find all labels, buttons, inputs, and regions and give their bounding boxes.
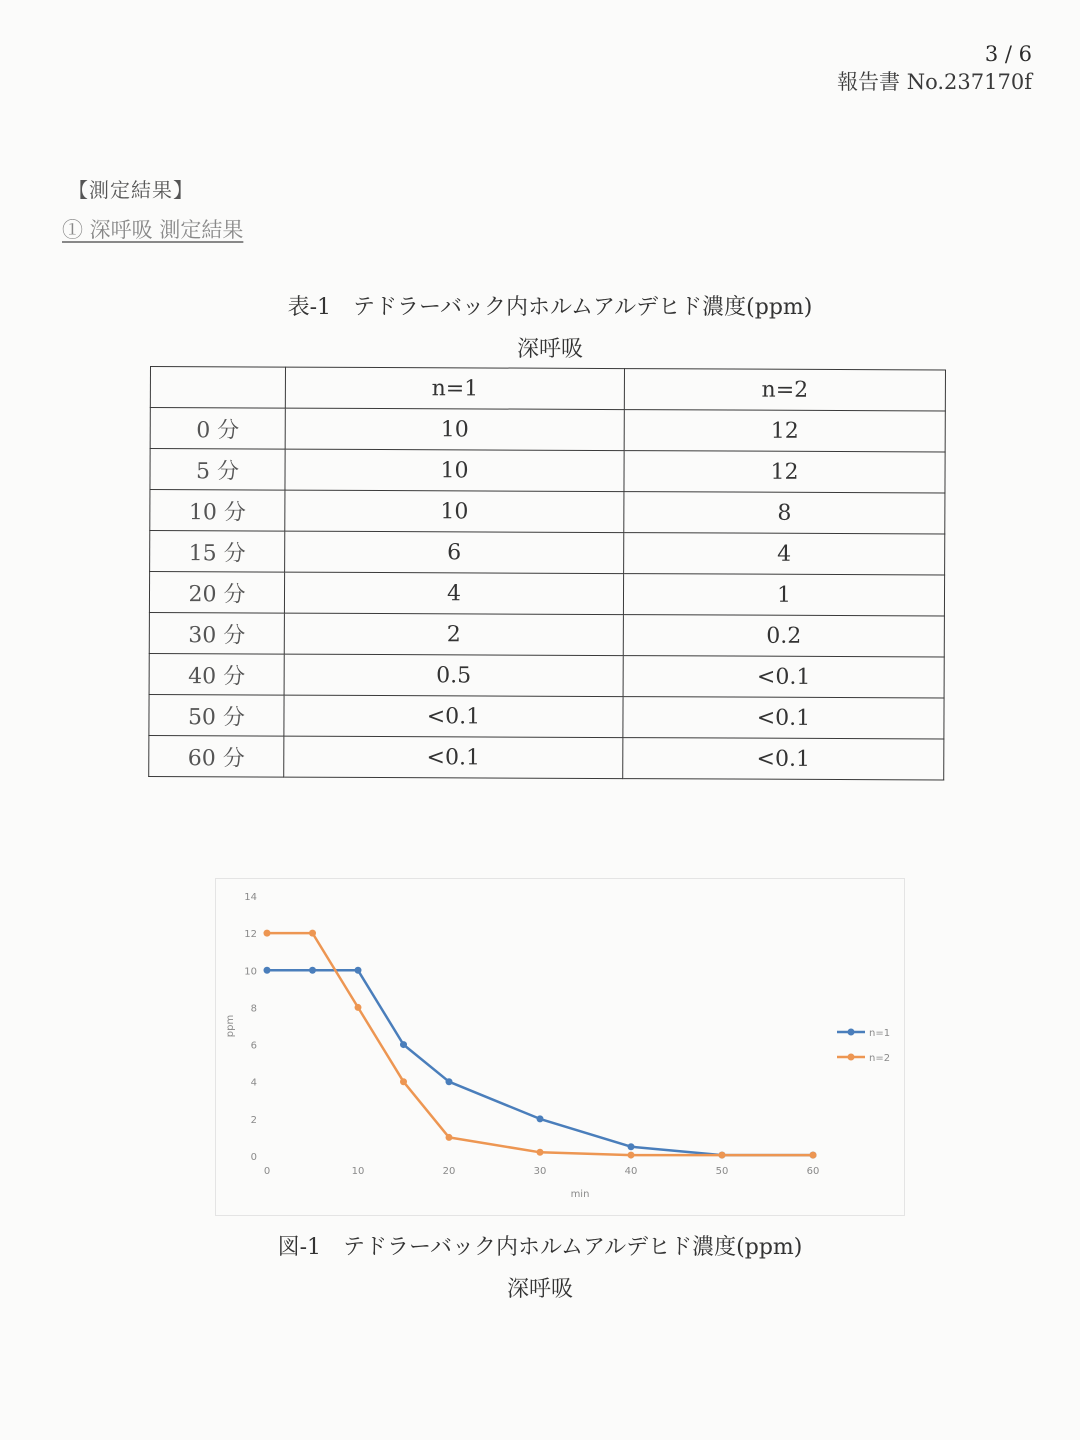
n2-value-cell: 12 bbox=[624, 410, 945, 452]
n2-value-cell: 8 bbox=[624, 492, 945, 534]
row-time-cell: 50 分 bbox=[149, 694, 284, 736]
y-axis-label: ppm bbox=[225, 1014, 236, 1038]
column-header: n=2 bbox=[624, 369, 945, 411]
data-point bbox=[537, 1149, 544, 1156]
n2-value-cell: <0.1 bbox=[623, 656, 944, 698]
row-time-cell: 5 分 bbox=[150, 449, 285, 491]
n2-value-cell: <0.1 bbox=[623, 738, 944, 780]
report-number: 報告書 No.237170f bbox=[837, 70, 1032, 94]
row-time-cell: 30 分 bbox=[149, 612, 284, 654]
data-point bbox=[355, 967, 362, 974]
table-header-row bbox=[150, 367, 945, 411]
legend-label: n=1 bbox=[869, 1028, 891, 1039]
n1-value-cell: 10 bbox=[285, 408, 624, 450]
x-axis-label: min bbox=[570, 1189, 590, 1200]
n2-value-cell: 1 bbox=[623, 574, 944, 616]
n1-value-cell: <0.1 bbox=[284, 736, 623, 778]
y-tick-label: 6 bbox=[250, 1040, 257, 1052]
data-point bbox=[537, 1115, 544, 1122]
figure-subcaption: 深呼吸 bbox=[506, 1277, 573, 1302]
table-subcaption: 深呼吸 bbox=[516, 337, 583, 362]
data-point bbox=[264, 967, 271, 974]
data-point bbox=[719, 1152, 726, 1159]
table-row bbox=[150, 531, 945, 575]
figure-caption: 図-1 テドラーバック内ホルムアルデヒド濃度(ppm) bbox=[277, 1235, 803, 1260]
y-tick-label: 0 bbox=[250, 1152, 257, 1163]
row-time-cell: 10 分 bbox=[150, 490, 285, 532]
data-point bbox=[628, 1143, 635, 1150]
n2-value-cell: 0.2 bbox=[623, 615, 944, 657]
data-point bbox=[264, 930, 271, 937]
n1-value-cell: 10 bbox=[285, 449, 624, 491]
sub-heading: ① 深呼吸 測定結果 bbox=[62, 218, 244, 242]
page-header bbox=[837, 40, 1032, 96]
n1-value-cell: 6 bbox=[285, 531, 624, 573]
n1-value-cell: 4 bbox=[284, 572, 623, 614]
series-line-n=1 bbox=[267, 970, 813, 1155]
x-tick-label: 50 bbox=[715, 1166, 729, 1177]
column-header: n=1 bbox=[285, 367, 624, 409]
row-time-cell: 0 分 bbox=[150, 408, 285, 450]
row-time-cell: 60 分 bbox=[149, 735, 284, 777]
table-row bbox=[149, 612, 944, 656]
table-row bbox=[149, 694, 944, 738]
y-tick-label: 14 bbox=[244, 892, 257, 903]
y-tick-label: 2 bbox=[250, 1114, 257, 1126]
n2-value-cell: 4 bbox=[624, 533, 945, 575]
y-tick-label: 12 bbox=[244, 929, 257, 941]
x-tick-label: 20 bbox=[442, 1166, 456, 1177]
data-point bbox=[446, 1078, 453, 1085]
row-time-cell: 20 分 bbox=[149, 572, 284, 614]
page-number: 3 / 6 bbox=[984, 42, 1032, 66]
x-tick-label: 0 bbox=[263, 1166, 271, 1177]
x-tick-label: 10 bbox=[351, 1166, 365, 1177]
data-point bbox=[628, 1152, 635, 1159]
line-chart bbox=[215, 878, 905, 1216]
x-tick-label: 60 bbox=[806, 1166, 820, 1177]
n2-value-cell: 12 bbox=[624, 451, 945, 493]
x-tick-label: 40 bbox=[624, 1166, 638, 1177]
n1-value-cell: 0.5 bbox=[284, 654, 623, 696]
row-time-cell: 15 分 bbox=[150, 531, 285, 573]
data-point bbox=[810, 1152, 817, 1159]
concentration-table bbox=[148, 366, 946, 780]
data-point bbox=[355, 1004, 362, 1011]
table-row bbox=[149, 653, 944, 697]
table-row bbox=[150, 490, 945, 534]
table-row bbox=[150, 449, 945, 493]
legend-label: n=2 bbox=[869, 1053, 891, 1064]
y-tick-label: 10 bbox=[244, 966, 257, 978]
data-point bbox=[446, 1134, 453, 1141]
n1-value-cell: <0.1 bbox=[284, 695, 623, 737]
table-row bbox=[149, 735, 944, 779]
table-row bbox=[150, 408, 945, 452]
data-point bbox=[309, 967, 316, 974]
y-tick-label: 4 bbox=[250, 1077, 257, 1089]
n1-value-cell: 2 bbox=[284, 613, 623, 655]
section-heading: 【測定結果】 bbox=[68, 178, 194, 202]
column-header bbox=[150, 367, 285, 409]
legend-marker bbox=[848, 1029, 855, 1036]
data-point bbox=[400, 1078, 407, 1085]
legend-marker bbox=[848, 1054, 855, 1061]
n2-value-cell: <0.1 bbox=[623, 697, 944, 739]
n1-value-cell: 10 bbox=[285, 490, 624, 532]
x-tick-label: 30 bbox=[533, 1166, 547, 1177]
data-point bbox=[400, 1041, 407, 1048]
table-row bbox=[149, 572, 944, 616]
table-caption: 表-1 テドラーバック内ホルムアルデヒド濃度(ppm) bbox=[287, 295, 813, 320]
data-point bbox=[309, 930, 316, 937]
y-tick-label: 8 bbox=[250, 1003, 257, 1015]
row-time-cell: 40 分 bbox=[149, 653, 284, 695]
